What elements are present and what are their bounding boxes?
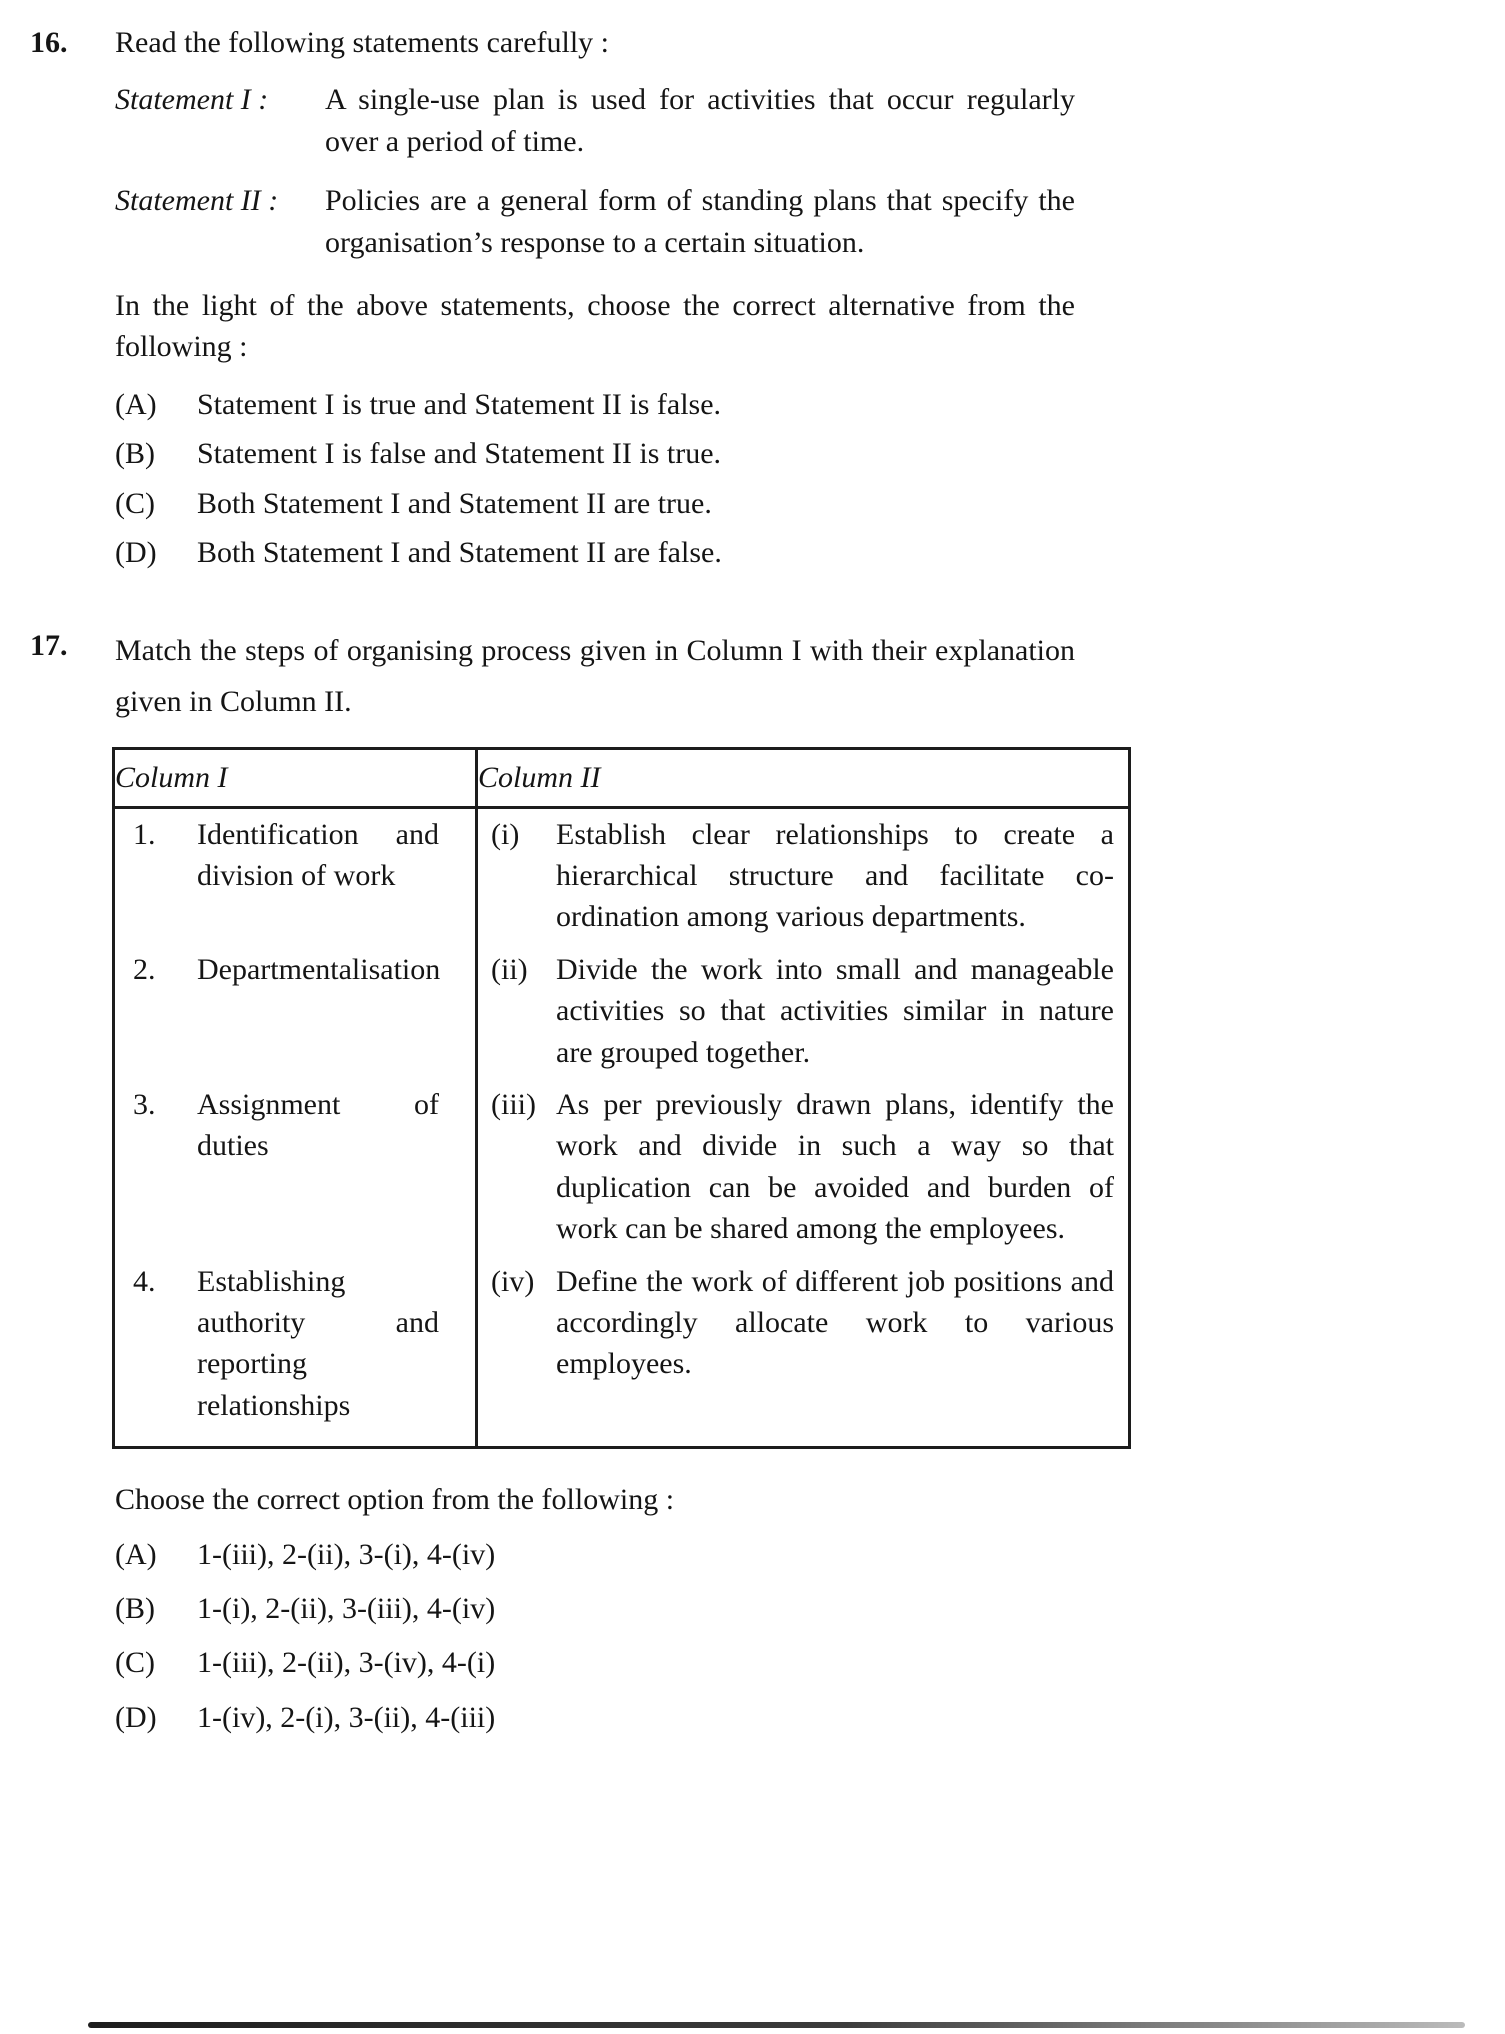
question-16-number: 16. [30, 26, 68, 59]
option-text: 1-(iii), 2-(ii), 3-(i), 4-(iv) [197, 1537, 496, 1571]
option-text: Both Statement I and Statement II are false. [197, 535, 722, 569]
question-16-option-a [115, 384, 1075, 425]
question-17-intro: Match the steps of organising process given in Column I with their explanation given in Column II. [115, 634, 1075, 719]
question-17-option-a [115, 1534, 1075, 1575]
question-17-option-c [115, 1642, 1075, 1683]
question-17 [30, 625, 1505, 1738]
question-17-content [115, 625, 1114, 1738]
statement-2-text: Policies are a general form of standing plans that specify the organisation’s response to a certain situation. [325, 184, 1075, 259]
option-label: (B) [115, 1591, 155, 1625]
question-17-option-d [115, 1697, 1075, 1738]
option-label: (A) [115, 387, 157, 421]
option-label: (D) [115, 1700, 157, 1734]
step-text: Assignment of duties [197, 1088, 439, 1163]
explanation-marker: (i) [491, 817, 520, 851]
option-label: (D) [115, 535, 157, 569]
option-label: (A) [115, 1537, 157, 1571]
step-number: 1. [133, 817, 156, 851]
option-text: Statement I is true and Statement II is false. [197, 387, 722, 421]
question-16-option-c [115, 483, 1075, 524]
explanation-text: As per previously drawn plans, identify the work and divide in such a way so that duplication can be avoided and burden of work can be shared among the employees. [556, 1088, 1114, 1246]
question-16-options [115, 384, 1075, 574]
option-label: (B) [115, 437, 155, 471]
question-17-number: 17. [30, 629, 68, 663]
step-text: Departmentalisation [197, 952, 441, 986]
question-17-prompt: Choose the correct option from the following : [115, 1483, 675, 1517]
match-row-4 [114, 1256, 1130, 1448]
explanation-marker: (iii) [491, 1088, 536, 1122]
match-row-2 [114, 944, 1130, 1079]
question-17-options [115, 1534, 1075, 1739]
match-row-1 [114, 807, 1130, 944]
step-number: 2. [133, 952, 156, 986]
statement-1 [115, 79, 1075, 162]
step-text: Identification and division of work [197, 817, 439, 893]
explanation-text: Establish clear relationships to create a hierarchical structure and facilitate co-ordination among various departments. [556, 817, 1114, 934]
option-text: 1-(iii), 2-(ii), 3-(iv), 4-(i) [197, 1646, 496, 1680]
explanation-text: Divide the work into small and manageable activities so that activities similar in nature are grouped together. [556, 952, 1114, 1069]
match-table [112, 747, 1131, 1449]
step-number: 4. [133, 1264, 156, 1298]
column-1-header: Column I [114, 749, 477, 807]
step-number: 3. [133, 1088, 156, 1122]
scan-artifact-line [88, 2022, 1465, 2028]
statement-1-label: Statement I : [115, 83, 269, 117]
option-text: 1-(i), 2-(ii), 3-(iii), 4-(iv) [197, 1591, 496, 1625]
option-label: (C) [115, 1646, 155, 1680]
question-16-intro: Read the following statements carefully : [115, 26, 610, 59]
question-16-option-b [115, 433, 1075, 474]
question-16-option-d [115, 532, 1075, 573]
statement-1-text: A single-use plan is used for activities that occur regularly over a period of time. [325, 83, 1075, 158]
match-row-3 [114, 1079, 1130, 1256]
statement-2 [115, 180, 1075, 263]
column-2-header: Column II [477, 749, 1130, 807]
option-text: 1-(iv), 2-(i), 3-(ii), 4-(iii) [197, 1700, 496, 1734]
statement-2-label: Statement II : [115, 184, 279, 218]
question-16-content [115, 22, 1075, 573]
option-label: (C) [115, 486, 155, 520]
explanation-marker: (ii) [491, 952, 528, 986]
explanation-text: Define the work of different job positions and accordingly allocate work to various employees. [556, 1264, 1114, 1381]
option-text: Both Statement I and Statement II are true. [197, 486, 712, 520]
question-16 [30, 22, 1505, 573]
question-16-prompt: In the light of the above statements, choose the correct alternative from the following : [115, 288, 1075, 364]
option-text: Statement I is false and Statement II is true. [197, 437, 722, 471]
explanation-marker: (iv) [491, 1264, 535, 1298]
match-table-header-row [114, 749, 1130, 807]
question-17-option-b [115, 1588, 1075, 1629]
step-text: Establishing authority and reporting relationships [197, 1264, 439, 1422]
